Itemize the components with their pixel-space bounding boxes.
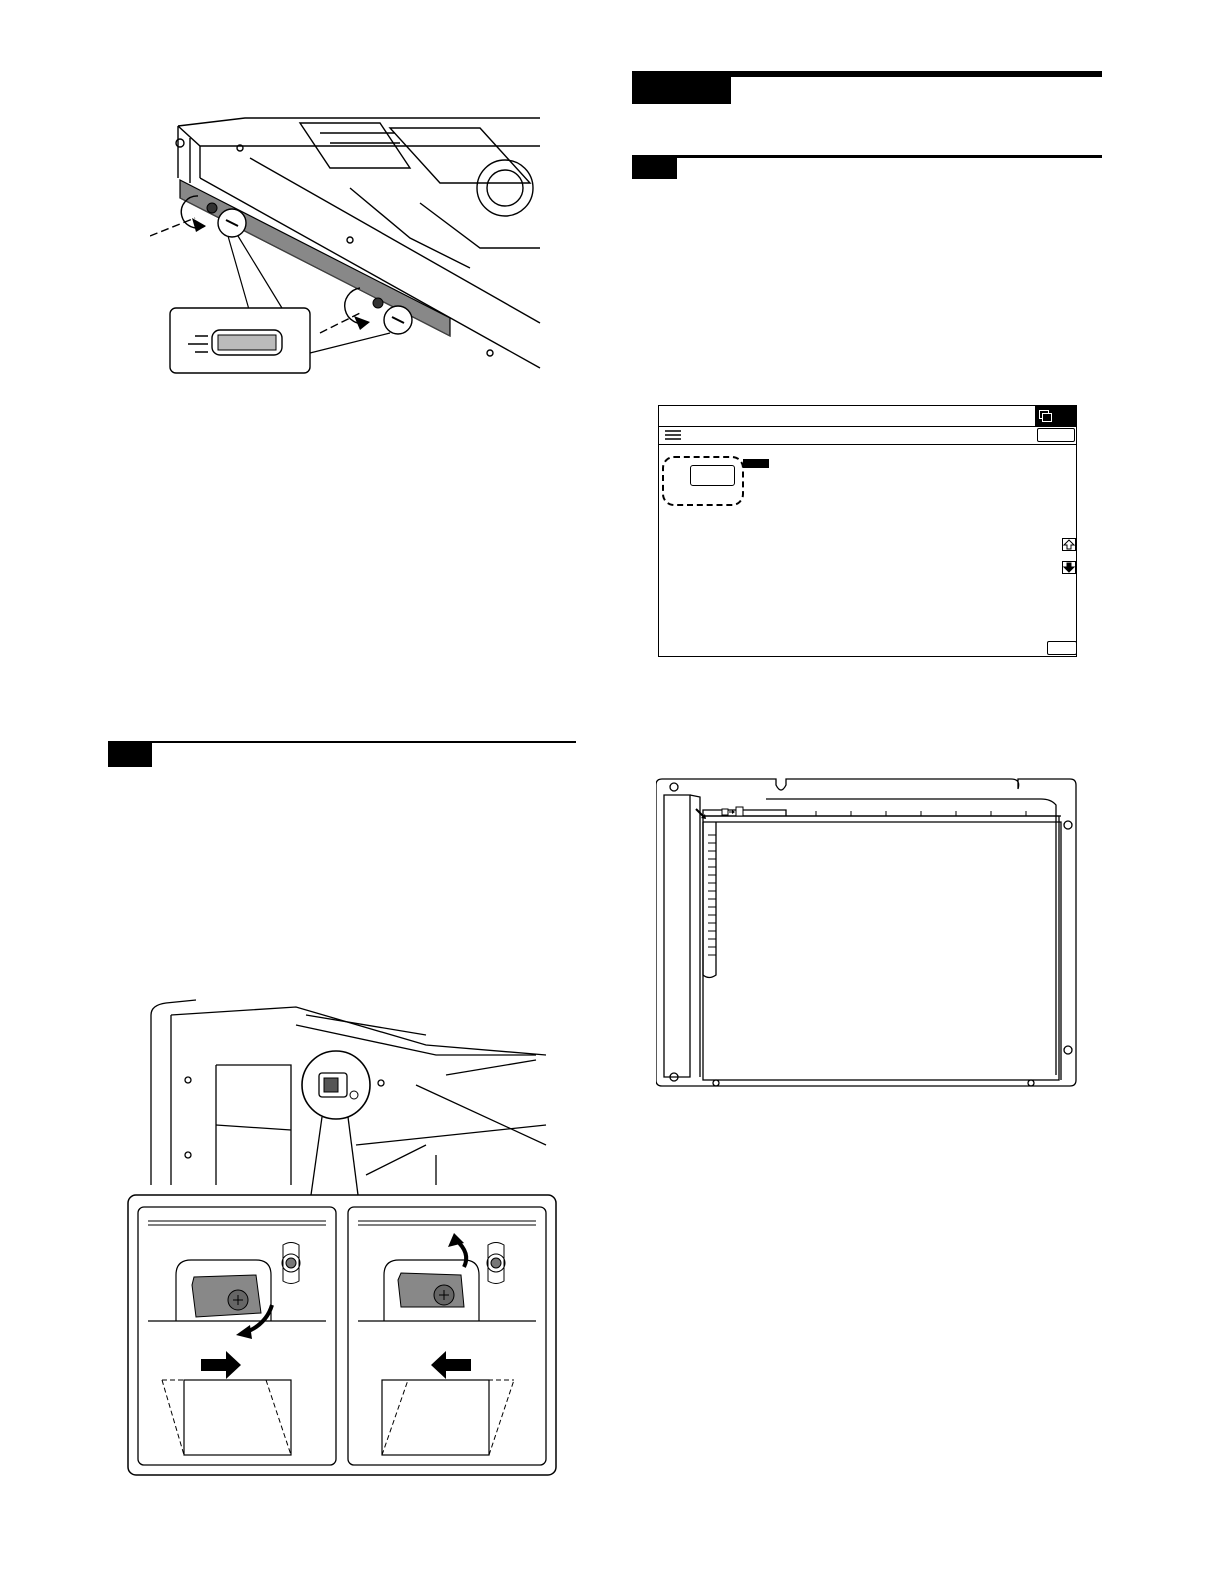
item-tag — [743, 459, 769, 468]
scroll-down-button[interactable] — [1062, 561, 1076, 574]
figure-document-glass — [656, 775, 1080, 1090]
top-right-button[interactable] — [1037, 428, 1075, 442]
scroll-up-button[interactable] — [1062, 538, 1076, 551]
menu-icon[interactable] — [664, 429, 682, 443]
document-glass-illustration — [656, 775, 1080, 1090]
up-arrow-icon — [1063, 539, 1075, 550]
section-rule-right — [632, 155, 1102, 158]
figure-rail-adjustment — [150, 108, 550, 383]
section-tab-right — [632, 155, 677, 179]
window-icon-box[interactable] — [1035, 406, 1076, 426]
section-rule-left — [108, 741, 576, 743]
operation-panel-screen — [658, 405, 1077, 657]
down-arrow-icon — [1063, 562, 1075, 573]
section-tab-left — [108, 741, 152, 767]
figure-lever-adjustment — [126, 995, 558, 1480]
window-icon — [1039, 410, 1053, 422]
lever-adjustment-illustration — [126, 995, 558, 1480]
selected-item-button[interactable] — [690, 465, 735, 486]
screen-divider — [659, 444, 1076, 445]
screen-title-bar — [659, 406, 1076, 427]
bottom-button[interactable] — [1047, 641, 1077, 655]
chapter-rule — [632, 71, 1102, 77]
rail-adjustment-illustration — [150, 108, 550, 383]
